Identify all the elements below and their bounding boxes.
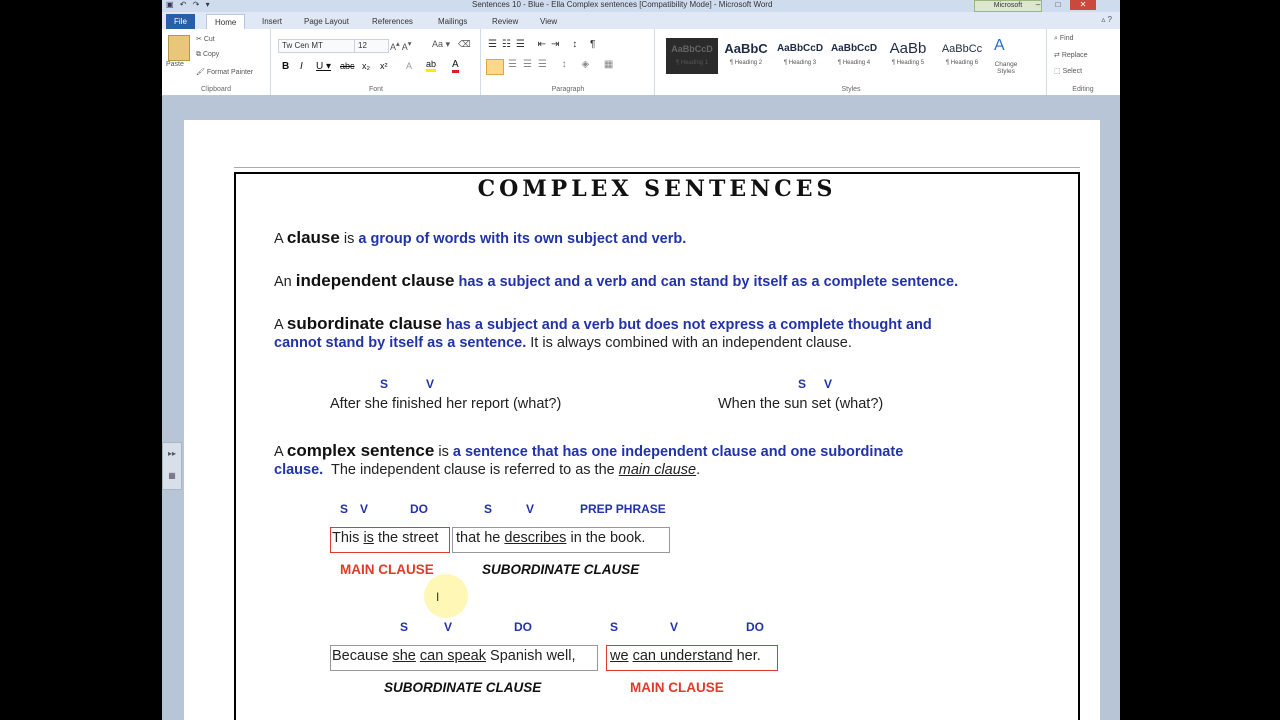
example1-verb-label: V (426, 377, 435, 391)
style-heading-2[interactable]: AaBbC ¶ Heading 2 (724, 41, 768, 66)
text-effects-icon[interactable]: A (406, 61, 413, 71)
underline-icon[interactable]: U ▾ (316, 61, 332, 72)
s1-verb2-label: V (526, 502, 535, 516)
tab-home[interactable]: Home (206, 14, 245, 30)
s1-main-clause-text: This is the street (332, 530, 439, 546)
document-area (162, 96, 1120, 720)
s1-subject-label: S (340, 502, 349, 516)
italic-icon[interactable]: I (300, 61, 303, 72)
s2-main-clause-caption: MAIN CLAUSE (630, 680, 724, 695)
subordinate-clause-definition: A subordinate clause has a subject and a verb but does not express a complete thought and (274, 314, 932, 333)
find-button[interactable]: ⌕ Find (1054, 35, 1074, 42)
style-heading-3[interactable]: AaBbCcD ¶ Heading 3 (776, 43, 824, 66)
strikethrough-icon[interactable]: abc (340, 61, 355, 71)
select-button[interactable]: ⬚ Select (1054, 68, 1083, 75)
s1-subordinate-clause-text: that he describes in the book. (456, 530, 646, 546)
clipboard-group (162, 29, 271, 95)
change-styles-icon[interactable]: A (994, 37, 1005, 54)
font-color-icon[interactable]: A (452, 59, 459, 73)
side-panel-handle[interactable]: ▸▸ ▦ (162, 442, 182, 490)
s1-main-clause-caption: MAIN CLAUSE (340, 562, 434, 577)
s2-subject2-label: S (610, 620, 619, 634)
align-left-icon[interactable] (486, 59, 504, 75)
style-heading-4[interactable]: AaBbCcD ¶ Heading 4 (830, 43, 878, 66)
tab-view[interactable]: View (540, 17, 558, 26)
clipboard-label: Clipboard (201, 86, 231, 93)
cut-button[interactable]: ✂ Cut (196, 36, 215, 43)
independent-clause-definition: An independent clause has a subject and a verb and can stand by itself as a complete sentence. (274, 271, 959, 290)
ribbon (162, 29, 1120, 96)
brush-icon: 🖌 (196, 69, 207, 76)
s2-verb-label: V (444, 620, 453, 634)
select-icon: ⬚ (1054, 68, 1063, 75)
s2-subordinate-clause-text: Because she can speak Spanish well, (332, 648, 576, 664)
superscript-icon[interactable]: x² (380, 61, 388, 71)
document-title: COMPLEX SENTENCES (477, 176, 837, 202)
replace-button[interactable]: ⇄ Replace (1054, 52, 1088, 59)
paragraph-group (482, 29, 655, 95)
bold-icon[interactable]: B (282, 61, 290, 72)
tab-mailings[interactable]: Mailings (438, 17, 468, 26)
s1-subordinate-clause-caption: SUBORDINATE CLAUSE (482, 562, 640, 577)
s2-subordinate-clause-caption: SUBORDINATE CLAUSE (384, 680, 542, 695)
s2-do-label: DO (514, 620, 532, 634)
align-icons[interactable]: ☰☰☰ ↕ ◈ ▦ (508, 59, 620, 70)
font-group (272, 29, 481, 95)
maximize-icon[interactable]: □ (1055, 0, 1061, 9)
styles-group (656, 29, 1047, 95)
scissors-icon: ✂ (196, 36, 204, 43)
paragraph-label: Paragraph (551, 86, 585, 93)
highlight-icon[interactable]: ab (426, 59, 436, 72)
example2-text: When the sun set (what?) (718, 396, 884, 412)
list-icons[interactable]: ☰☷☰ ⇤⇥ ↕ ¶ (488, 39, 601, 50)
editing-label: Editing (1072, 86, 1094, 93)
style-heading-1[interactable]: AaBbCcD ¶ Heading 1 (666, 38, 718, 74)
s2-subject-label: S (400, 620, 409, 634)
format-painter-button[interactable]: 🖌 Format Painter (196, 69, 254, 76)
tab-page-layout[interactable]: Page Layout (304, 17, 349, 26)
example2-verb-label: V (824, 377, 833, 391)
s1-subject2-label: S (484, 502, 493, 516)
complex-sentence-definition: A complex sentence is a sentence that has one independent clause and one subordinate (274, 441, 904, 460)
style-heading-5[interactable]: AaBb ¶ Heading 5 (889, 40, 927, 66)
s2-do2-label: DO (746, 620, 764, 634)
binoculars-icon: ⌕ (1054, 35, 1060, 42)
tab-file[interactable]: File (166, 14, 195, 29)
replace-icon: ⇄ (1054, 52, 1062, 59)
example1-subject-label: S (380, 377, 389, 391)
subordinate-clause-definition-line2: cannot stand by itself as a sentence. It is always combined with an independent clause. (274, 335, 852, 351)
help-icon[interactable]: ▵ ? (1101, 15, 1112, 24)
content-border-box (234, 172, 1080, 720)
font-size-select[interactable]: 12 (354, 39, 389, 53)
editing-group (1048, 29, 1118, 95)
style-heading-6[interactable]: AaBbCc ¶ Heading 6 (941, 43, 983, 66)
change-case-icon[interactable]: Aa ▾ (432, 39, 451, 49)
styles-label: Styles (841, 86, 861, 93)
paste-icon[interactable] (168, 35, 190, 61)
word-window (162, 0, 1120, 720)
s1-prep-phrase-label: PREP PHRASE (580, 502, 666, 516)
tab-references[interactable]: References (372, 17, 413, 26)
document-page[interactable] (184, 120, 1100, 720)
minimize-icon[interactable]: – (1035, 0, 1041, 9)
title-bar (162, 0, 1120, 12)
clear-format-icon[interactable]: ⌫ (458, 39, 471, 49)
sign-in-button[interactable]: Microsoft (974, 0, 1042, 12)
header-divider (234, 167, 1080, 168)
ribbon-tabs (162, 12, 1120, 29)
close-icon[interactable]: ✕ (1070, 0, 1096, 10)
grow-font-icon[interactable]: A▴ A▾ (390, 39, 412, 52)
example2-subject-label: S (798, 377, 807, 391)
text-cursor-icon: I (436, 590, 440, 604)
example1-text: After she finished her report (what?) (330, 396, 562, 412)
copy-button[interactable]: ⧉ Copy (196, 51, 220, 58)
mouse-cursor-highlight (424, 574, 468, 618)
paste-button[interactable]: Paste (166, 61, 184, 68)
s1-verb-label: V (360, 502, 369, 516)
tab-insert[interactable]: Insert (262, 17, 283, 26)
clause-definition: A clause is a group of words with its own subject and verb. (274, 228, 687, 247)
tab-review[interactable]: Review (492, 17, 519, 26)
s2-main-clause-text: we can understand her. (610, 648, 761, 664)
font-name-select[interactable]: Tw Cen MT (278, 39, 355, 53)
quick-access-toolbar[interactable]: ▣ ↶ ↷ ▾ (166, 0, 212, 9)
window-title: Sentences 10 - Blue - Ella Complex sentences [Compatibility Mode] - Microsoft Word (472, 0, 773, 9)
font-label: Font (368, 86, 383, 93)
change-styles-button[interactable]: Change Styles (994, 61, 1018, 75)
complex-sentence-definition-line2: clause. The independent clause is referred to as the main clause. (274, 462, 701, 478)
subscript-icon[interactable]: x₂ (362, 61, 370, 71)
s2-verb2-label: V (670, 620, 679, 634)
copy-icon: ⧉ (196, 51, 203, 58)
s1-do-label: DO (410, 502, 428, 516)
